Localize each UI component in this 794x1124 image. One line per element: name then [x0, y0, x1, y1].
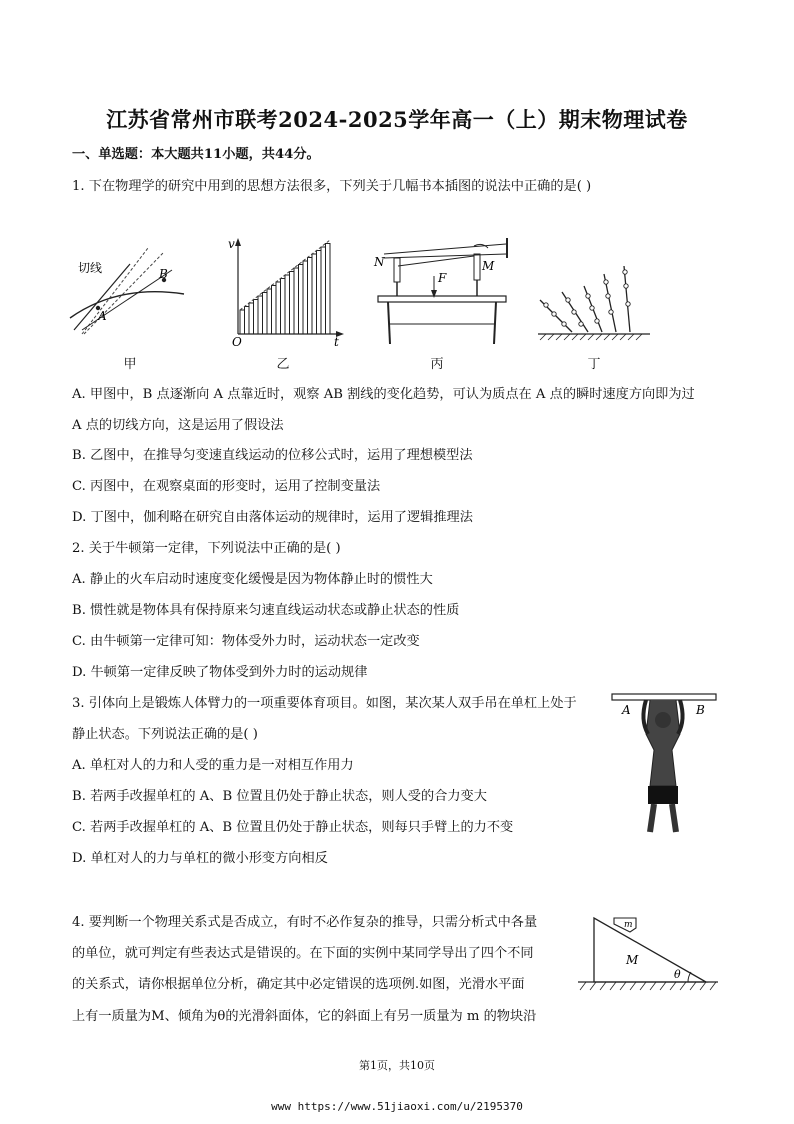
q1-stem: 1. 下在物理学的研究中用到的思想方法很多，下列关于几幅书本插图的说法中正确的是( ): [72, 179, 592, 194]
q3-option-b: B. 若两手改握单杠的 A、B 位置且仍处于静止状态，则人受的合力变大: [72, 789, 487, 804]
jia-b-label: B: [159, 267, 168, 281]
yi-bar: [258, 296, 263, 334]
yi-bar: [263, 293, 268, 335]
q3-option-c: C. 若两手改握单杠的 A、B 位置且仍处于静止状态，则每只手臂上的力不变: [72, 820, 514, 835]
yi-bar: [245, 307, 250, 335]
figure-jia: [68, 234, 188, 349]
yi-bar: [285, 275, 290, 334]
yi-bar: [281, 279, 286, 335]
q4-line-4: 上有一质量为M、倾角为θ的光滑斜面体，它的斜面上有另一质量为 m 的物块沿: [72, 1009, 537, 1024]
q2-option-b: B. 惯性就是物体具有保持原来匀速直线运动状态或静止状态的性质: [72, 603, 460, 618]
figure-ding: [532, 262, 652, 342]
q1-option-a: A. 甲图中，B 点逐渐向 A 点靠近时，观察 AB 割线的变化趋势，可认为质点在 A 点的瞬时速度方向即为过: [72, 387, 695, 402]
incline-big-m-label: M: [626, 953, 639, 967]
incline-m-label: m: [624, 920, 633, 930]
q1-option-c: C. 丙图中，在观察桌面的形变时，运用了控制变量法: [72, 479, 381, 494]
yi-bar: [326, 244, 331, 335]
yi-bar: [276, 282, 281, 334]
yi-bar: [267, 289, 272, 334]
yi-bar: [317, 251, 322, 335]
yi-o-label: O: [232, 335, 242, 349]
q1-option-d: D. 丁图中，伽利略在研究自由落体运动的规律时，运用了逻辑推理法: [72, 510, 473, 525]
yi-bar: [254, 300, 259, 335]
yi-bar: [321, 247, 326, 334]
yi-bar: [240, 310, 245, 334]
yi-caption: 乙: [276, 357, 290, 372]
jia-a-label: A: [98, 309, 107, 323]
watermark: www https://www.51jiaoxi.com/u/2195370: [271, 1100, 523, 1113]
yi-v-label: v: [228, 237, 235, 251]
figure-pullup: [610, 690, 720, 840]
ding-caption: 丁: [587, 357, 601, 372]
q2-option-c: C. 由牛顿第一定律可知：物体受外力时，运动状态一定改变: [72, 634, 420, 649]
page-footer: 第1页，共10页: [359, 1059, 435, 1072]
q4-line-2: 的单位，就可判定有些表达式是错误的。在下面的实例中某同学导出了四个不同: [72, 946, 534, 961]
yi-bar: [249, 303, 254, 334]
q4-line-3: 的关系式，请你根据单位分析，确定其中必定错误的选项例.如图，光滑水平面: [72, 977, 525, 992]
q2-option-a: A. 静止的火车启动时速度变化缓慢是因为物体静止时的惯性大: [72, 572, 433, 587]
bing-caption: 丙: [430, 357, 444, 372]
yi-bar: [312, 254, 317, 334]
yi-bars: [240, 244, 330, 335]
yi-bar: [299, 265, 304, 335]
yi-bar: [303, 261, 308, 334]
bing-m-label: M: [482, 259, 495, 273]
figure-bing: [370, 236, 512, 348]
section-heading: 一、单选题：本大题共11小题，共44分。: [72, 147, 320, 162]
q1-option-a-cont: A 点的切线方向，这是运用了假设法: [72, 418, 284, 433]
bing-f-label: F: [438, 271, 447, 285]
figure-incline: [574, 912, 722, 996]
pullup-a-label: A: [622, 703, 631, 717]
incline-theta-label: θ: [674, 968, 681, 981]
jia-caption: 甲: [123, 357, 137, 372]
q1-option-b: B. 乙图中，在推导匀变速直线运动的位移公式时，运用了理想模型法: [72, 448, 473, 463]
yi-bar: [294, 268, 299, 334]
yi-bar: [290, 272, 295, 335]
yi-bar: [308, 258, 313, 335]
q3-option-d: D. 单杠对人的力与单杠的微小形变方向相反: [72, 851, 328, 866]
q4-line-1: 4. 要判断一个物理关系式是否成立，有时不必作复杂的推导，只需分析式中各量: [72, 915, 538, 930]
page-title: 江苏省常州市联考2024-2025学年高一（上）期末物理试卷: [106, 107, 688, 132]
q2-option-d: D. 牛顿第一定律反映了物体受到外力时的运动规律: [72, 665, 368, 680]
yi-bar: [272, 286, 277, 335]
q3-stem: 3. 引体向上是锻炼人体臂力的一项重要体育项目。如图，某次某人双手吊在单杠上处于: [72, 696, 577, 711]
bing-n-label: N: [374, 255, 385, 269]
q3-option-a: A. 单杠对人的力和人受的重力是一对相互作用力: [72, 758, 354, 773]
pullup-b-label: B: [696, 703, 705, 717]
q3-stem-cont: 静止状态。下列说法正确的是( ): [72, 727, 258, 742]
jia-tangent-label: 切线: [78, 261, 103, 275]
q2-stem: 2. 关于牛顿第一定律，下列说法中正确的是( ): [72, 541, 341, 556]
figure-yi: [228, 236, 346, 349]
yi-t-label: t: [334, 335, 339, 349]
